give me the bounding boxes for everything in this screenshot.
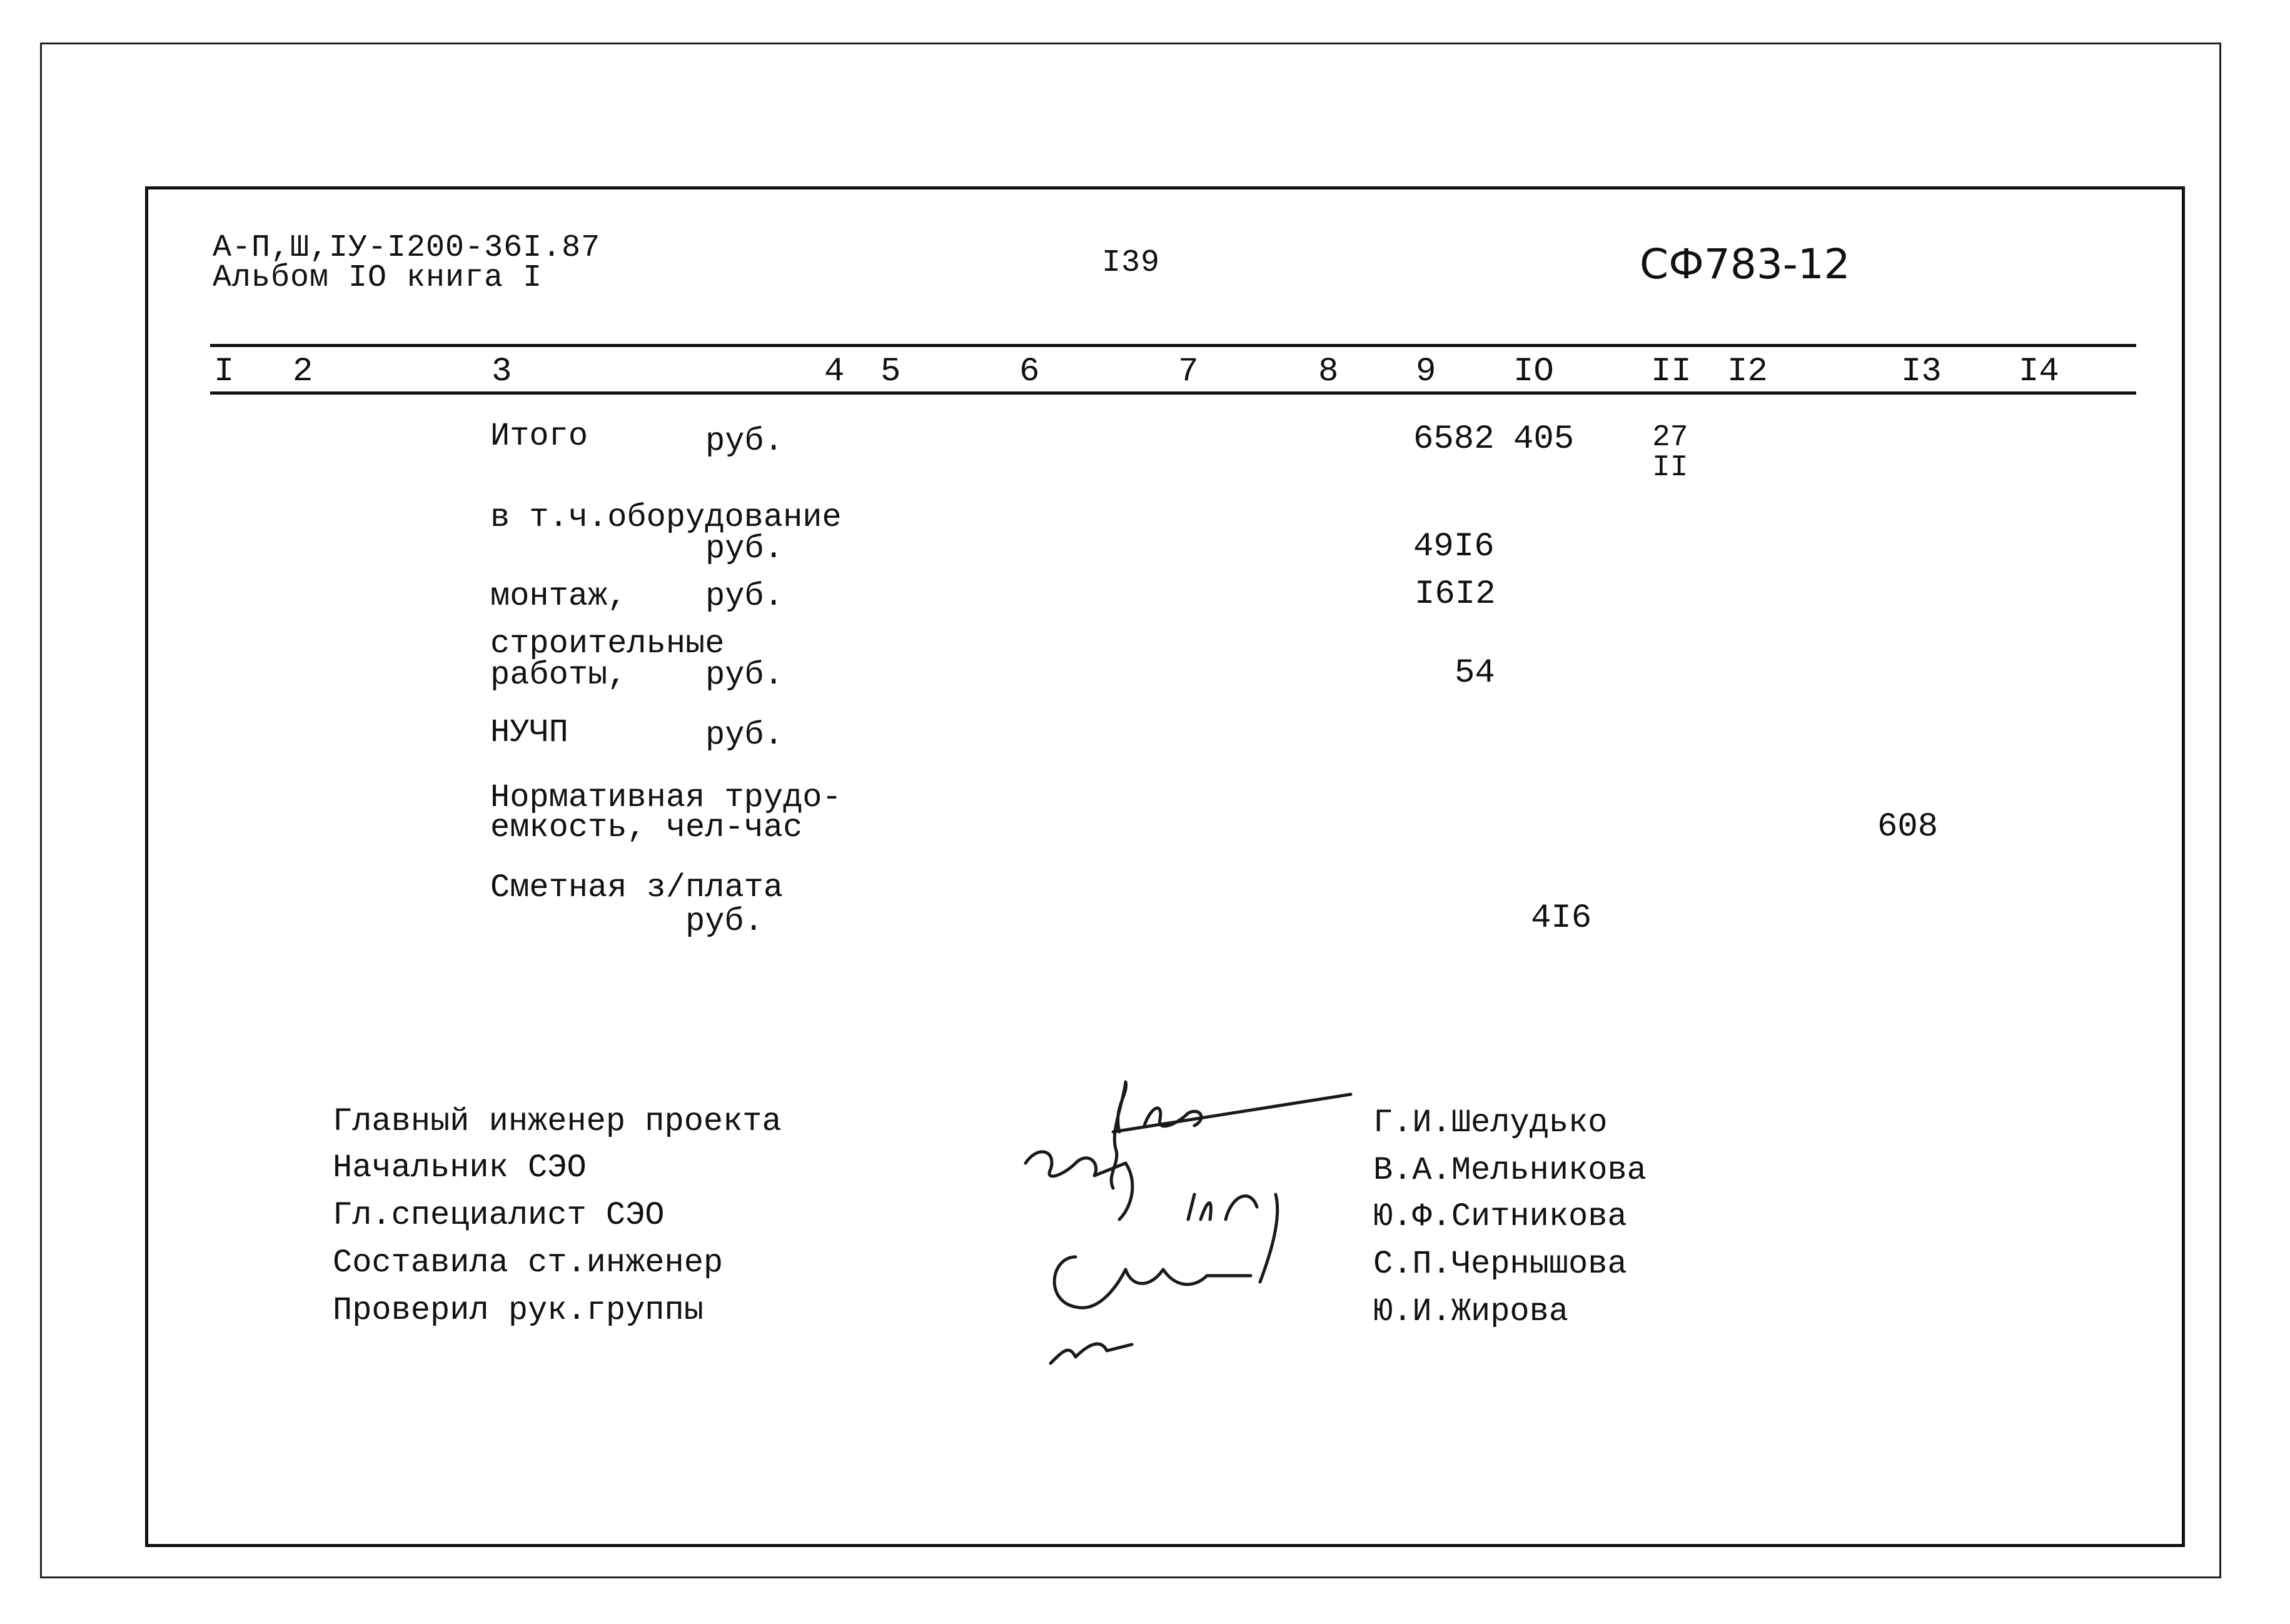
table-top-rule	[210, 344, 2136, 347]
col-header-5: 5	[880, 353, 901, 391]
signature-scribble-1b	[1144, 1108, 1201, 1126]
signature-scribble-4	[1054, 1257, 1251, 1308]
row-wages-col10: 4I6	[1531, 899, 1592, 937]
signature-scribble-1	[1111, 1082, 1126, 1188]
col-header-8: 8	[1318, 353, 1339, 391]
row-labor-label-2: емкость, чел-час	[490, 809, 803, 846]
row-itogo-unit: руб.	[705, 423, 784, 460]
col-header-4: 4	[824, 353, 845, 391]
row-equipment-unit: руб.	[705, 530, 784, 567]
col-header-12: I2	[1727, 353, 1768, 391]
signature-scribble-2	[1026, 1152, 1126, 1176]
row-montage-col9: I6I2	[1415, 575, 1496, 613]
row-wages-label: Сметная з/плата	[490, 869, 784, 906]
row-construction-label-2: работы,	[490, 657, 627, 693]
row-equipment-col9: 49I6	[1413, 528, 1495, 566]
row-montage-label: монтаж,	[490, 578, 627, 615]
row-wages-unit: руб.	[685, 903, 764, 940]
handwritten-signatures	[1001, 1069, 1363, 1395]
row-itogo-label: Итого	[490, 418, 588, 455]
col-header-2: 2	[293, 353, 313, 391]
col-header-6: 6	[1019, 353, 1040, 391]
signature-role: Начальник СЭО	[333, 1149, 587, 1186]
row-itogo-col11-bottom: II	[1652, 451, 1688, 485]
signature-name: В.А.Мельникова	[1373, 1152, 1647, 1189]
row-itogo-col9: 6582	[1413, 420, 1495, 458]
col-header-1: I	[214, 353, 235, 391]
signature-tail-2	[1119, 1163, 1132, 1219]
row-labor-col13: 608	[1877, 808, 1939, 846]
signature-role: Главный инженер проекта	[333, 1103, 782, 1140]
col-header-3: 3	[492, 353, 512, 391]
table-header-rule	[210, 391, 2136, 395]
row-equipment-label: в т.ч.оборудование	[490, 499, 842, 536]
signature-scribble-5	[1051, 1344, 1132, 1363]
row-construction-label-1: строительные	[490, 625, 725, 662]
col-header-9: 9	[1416, 353, 1436, 391]
row-construction-unit: руб.	[705, 657, 784, 693]
row-labor-label-1: Нормативная трудо-	[490, 779, 842, 816]
col-header-14: I4	[2019, 353, 2059, 391]
col-header-13: I3	[1901, 353, 1942, 391]
signature-name: С.П.Чернышова	[1373, 1246, 1627, 1283]
signature-role: Составила ст.инженер	[333, 1244, 724, 1281]
signature-scribble-3	[1188, 1194, 1257, 1219]
signature-name: Ю.Ф.Ситникова	[1373, 1198, 1627, 1235]
album-info: Альбом IO книга I	[213, 260, 543, 296]
signature-name: Ю.И.Жирова	[1373, 1293, 1569, 1330]
series-code: А-П,Ш,IУ-I200-36I.87	[213, 230, 601, 266]
col-header-11: II	[1651, 353, 1692, 391]
signature-role: Проверил рук.группы	[333, 1292, 704, 1329]
row-nuchp-unit: руб.	[705, 717, 784, 754]
row-montage-unit: руб.	[705, 578, 784, 615]
col-header-7: 7	[1178, 353, 1199, 391]
signature-name: Г.И.Шелудько	[1373, 1104, 1608, 1141]
page-number: I39	[1102, 245, 1161, 281]
col-header-10: IO	[1513, 353, 1554, 391]
row-itogo-col10: 405	[1513, 420, 1575, 458]
document-code: СФ783-12	[1640, 240, 1850, 288]
signature-tail-3	[1260, 1194, 1278, 1282]
row-itogo-col11-top: 27	[1652, 421, 1688, 455]
signature-role: Гл.специалист СЭО	[333, 1197, 665, 1234]
row-nuchp-label: НУЧП	[490, 714, 568, 751]
row-construction-col9: 54	[1455, 654, 1495, 692]
